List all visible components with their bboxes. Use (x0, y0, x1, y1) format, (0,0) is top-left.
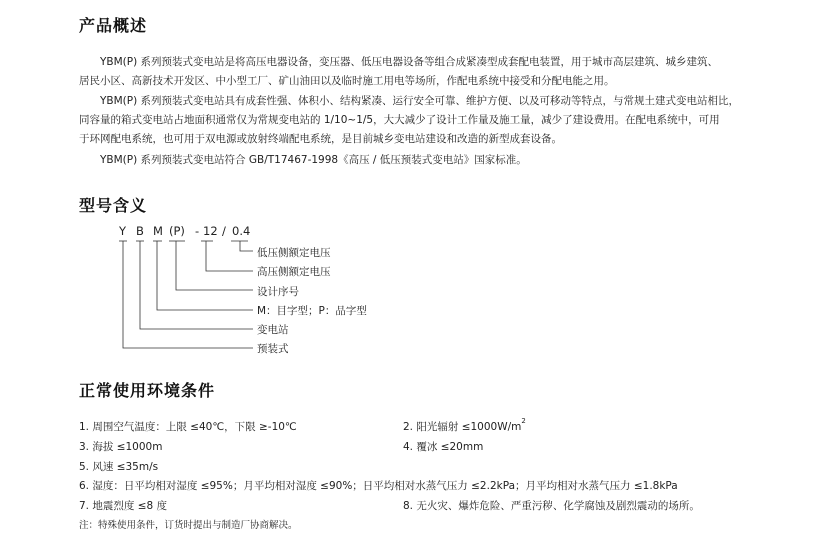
code-char-y: Y (119, 224, 127, 238)
code-char-p: (P) (169, 224, 185, 238)
code-char-12: 12 (203, 224, 218, 238)
overview-heading: 产品概述 (79, 16, 148, 35)
code-char-dash: - (195, 224, 200, 238)
condition-hazards: 8. 无火灾、爆炸危险、严重污秽、化学腐蚀及剧烈震动的场所。 (403, 500, 700, 512)
model-label-layout-type: M：目字型；P：品字型 (257, 305, 367, 317)
conditions-heading: 正常使用环境条件 (79, 381, 216, 400)
special-conditions-note: 注：特殊使用条件，订货时提出与制造厂协商解决。 (79, 520, 298, 531)
model-label-high-voltage: 高压侧额定电压 (257, 266, 331, 278)
model-heading: 型号含义 (79, 196, 148, 215)
text-line: YBM(P) 系列预装式变电站具有成套性强、体积小、结构紧凑、运行安全可靠、维护方便、以及可移动等特点，与常规土建式变电站相比， (100, 95, 740, 107)
condition-altitude: 3. 海拔 ≤1000m (79, 441, 163, 453)
model-label-prefabricated: 预装式 (257, 343, 289, 355)
text-line: YBM(P) 系列预装式变电站是将高压电器设备，变压器、低压电器设备等组合成紧凑型成套配电装置，用于城市高层建筑、城乡建筑、 (100, 56, 719, 68)
model-label-low-voltage: 低压侧额定电压 (257, 247, 331, 259)
code-char-04: 0.4 (232, 224, 251, 238)
condition-solar-radiation (403, 419, 526, 434)
condition-solar-text: 2. 阳光辐射 ≤1000W/m (403, 421, 522, 433)
condition-temperature: 1. 周围空气温度：上限 ≤40℃，下限 ≥-10℃ (79, 421, 297, 433)
model-label-design-number: 设计序号 (257, 286, 299, 298)
code-char-m: M (153, 224, 163, 238)
superscript: 2 (521, 417, 526, 425)
model-label-substation: 变电站 (257, 324, 289, 336)
text-line: 居民小区、高新技术开发区、中小型工厂、矿山油田以及临时施工用电等场所，作配电系统中接受和分配电能之用。 (79, 75, 615, 87)
condition-ice: 4. 覆冰 ≤20mm (403, 441, 484, 453)
text-line: 同容量的箱式变电站占地面积通常仅为常规变电站的 1/10~1/5，大大减少了设计工作量及施工量，减少了建设费用。在配电系统中，可用 (79, 114, 720, 126)
text-line: 于环网配电系统，也可用于双电源或放射终端配电系统，是目前城乡变电站建设和改造的新型成套设备。 (79, 133, 562, 145)
condition-wind: 5. 风速 ≤35m/s (79, 461, 159, 473)
condition-humidity: 6. 湿度：日平均相对湿度 ≤95%；月平均相对湿度 ≤90%；日平均相对水蒸气压力 ≤2.2kPa；月平均相对水蒸气压力 ≤1.8kPa (79, 480, 678, 492)
code-char-slash: / (222, 224, 226, 238)
code-char-b: B (136, 224, 144, 238)
condition-earthquake: 7. 地震烈度 ≤8 度 (79, 500, 168, 512)
text-line: YBM(P) 系列预装式变电站符合 GB/T17467-1998《高压 / 低压预装式变电站》国家标准。 (100, 154, 527, 166)
